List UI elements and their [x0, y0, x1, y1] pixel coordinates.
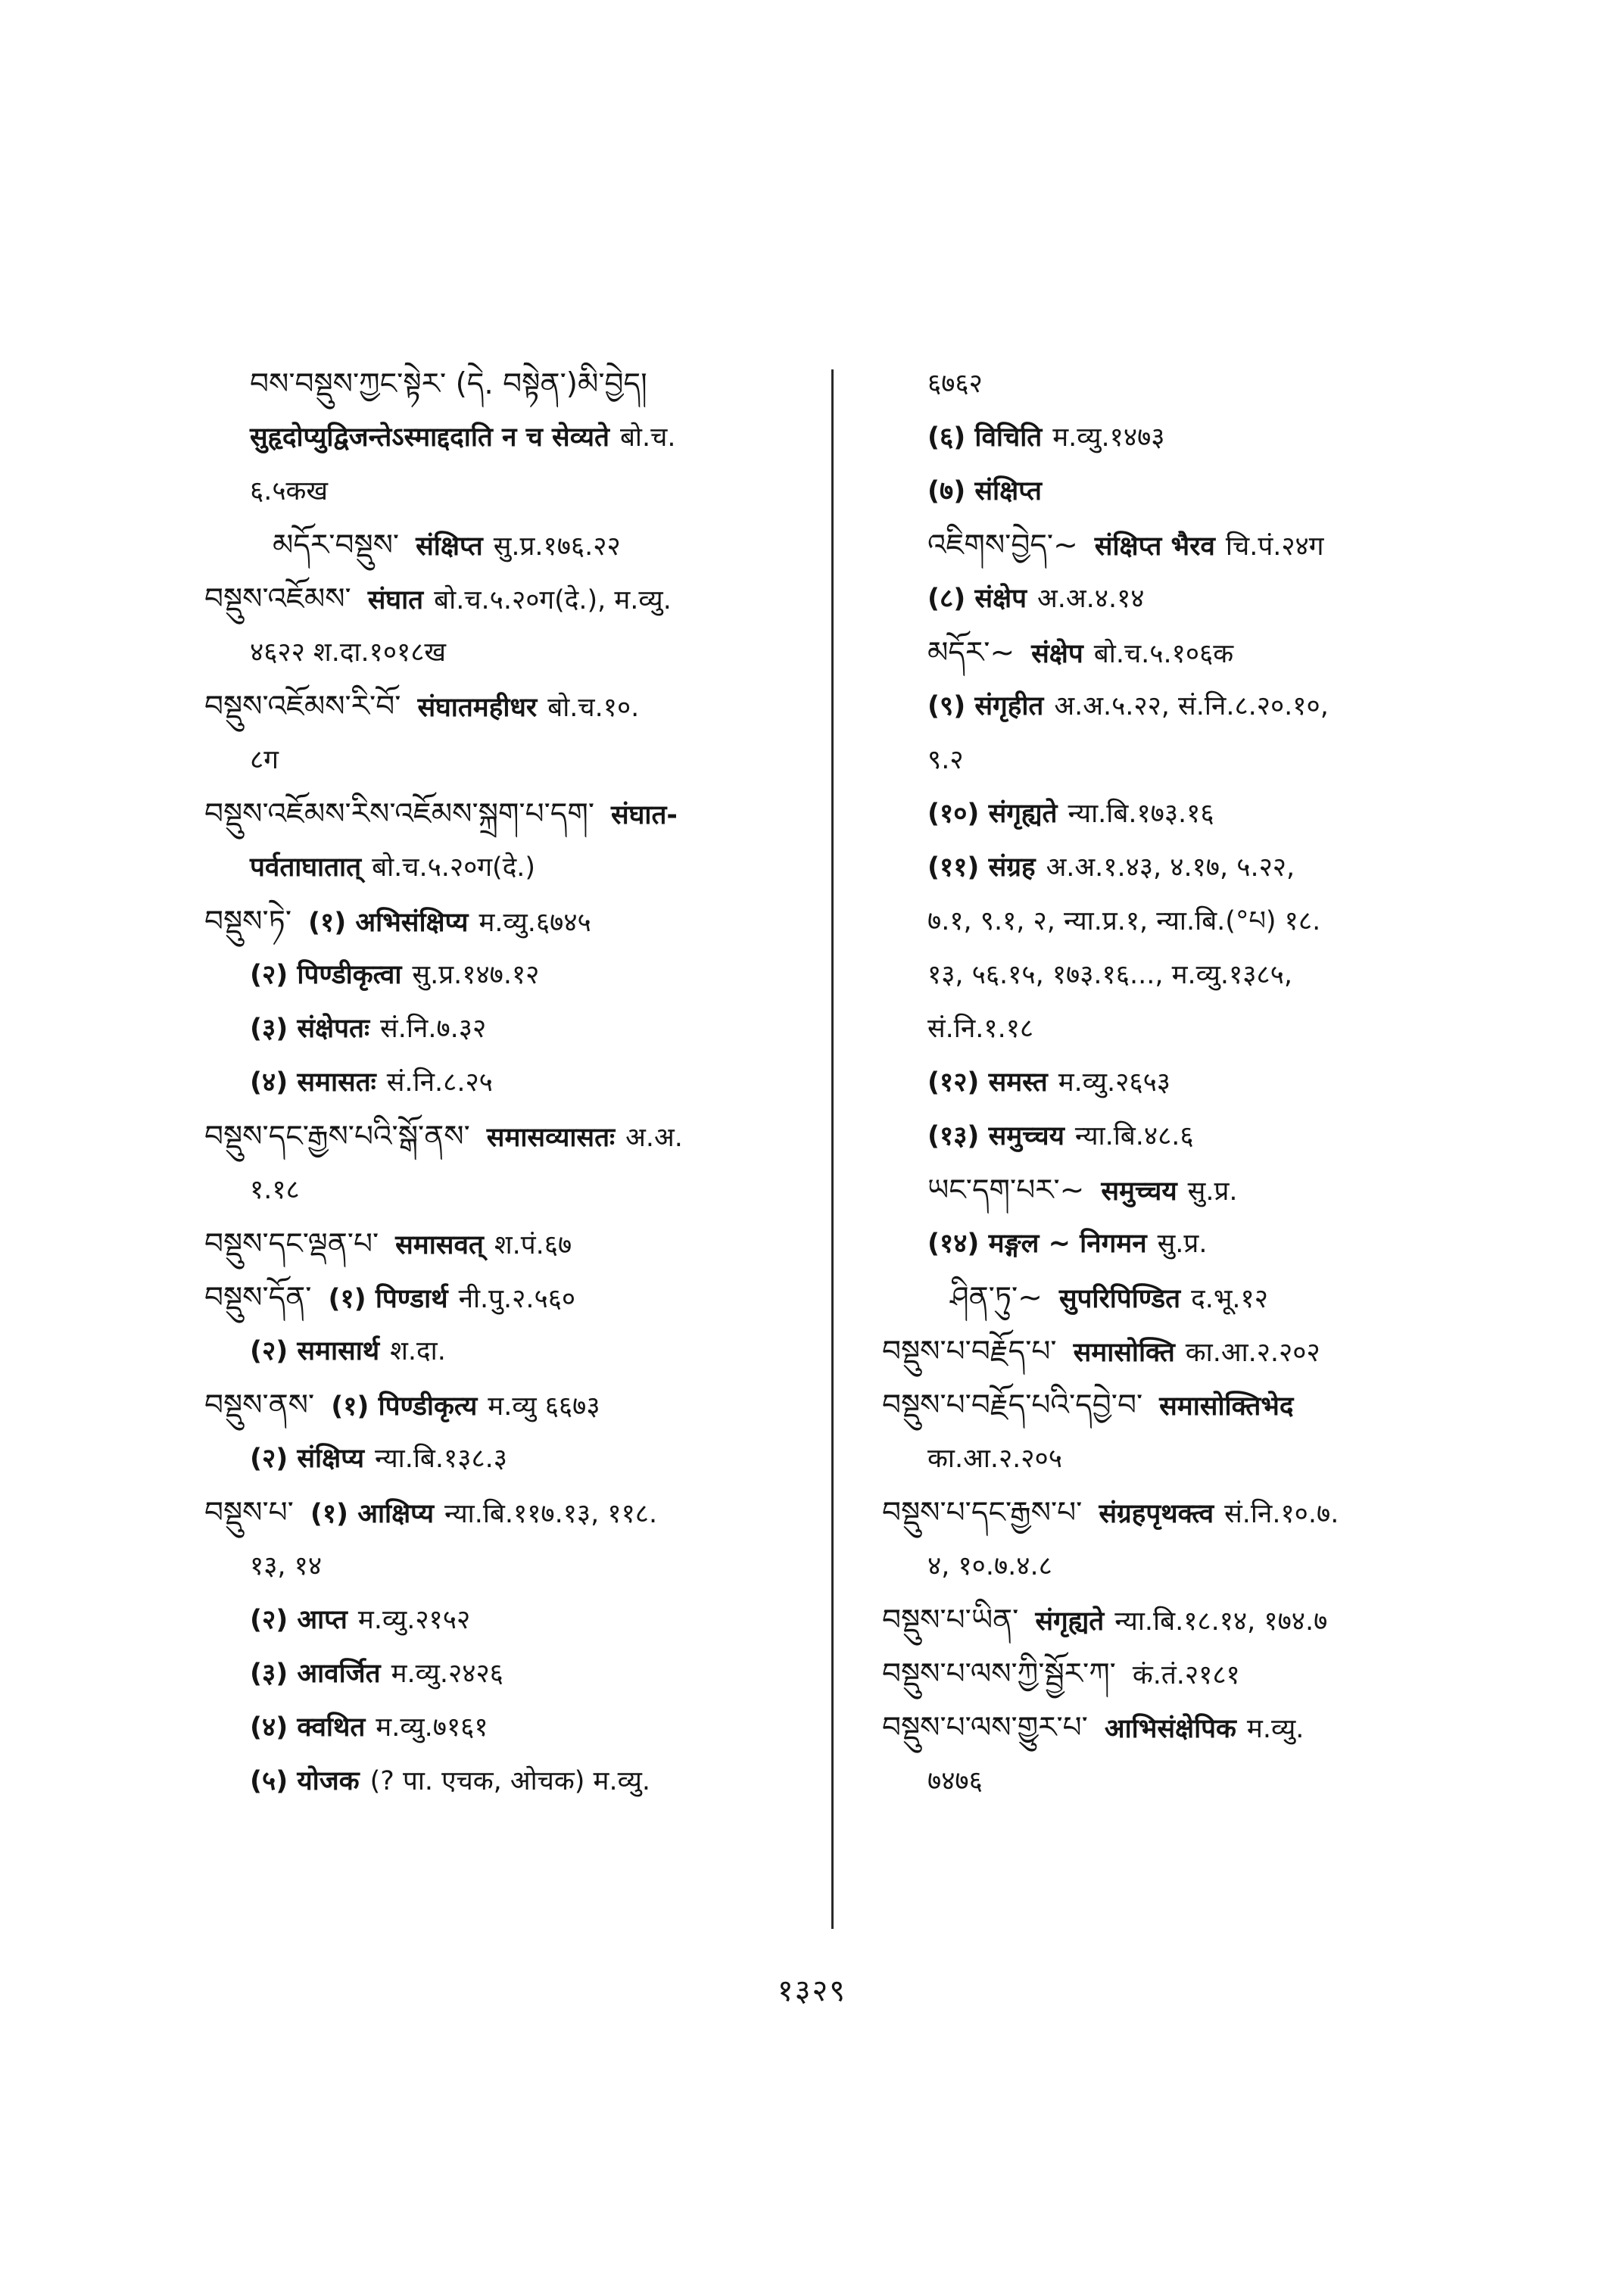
dictionary-line: [204, 1540, 833, 1594]
sanskrit-equivalent: (९) संगृहीत: [927, 691, 1044, 721]
dictionary-line: [882, 949, 1457, 1002]
dictionary-line: [882, 1486, 1457, 1540]
dictionary-line: [882, 626, 1457, 680]
dictionary-line: [204, 787, 833, 841]
dictionary-line: [882, 1110, 1457, 1164]
tibetan-headword: བསྡུས་པ་ལས་ཀྱི་སྦྱོར་ཀ་: [882, 1657, 1116, 1691]
dictionary-line: [882, 1217, 1457, 1271]
source-reference: म.व्यु ६६७३: [488, 1391, 600, 1422]
source-reference: म.व्यु.२६५३: [1058, 1067, 1170, 1098]
tibetan-headword: འཇིགས་བྱེད་~: [927, 528, 1078, 562]
sanskrit-equivalent: (१) पिण्डार्थ: [328, 1284, 448, 1314]
dictionary-line: [882, 411, 1457, 465]
sanskrit-equivalent: (२) आप्त: [250, 1605, 348, 1635]
source-reference: न्या.बि.१३८.३: [375, 1444, 507, 1474]
dictionary-line: [204, 626, 833, 680]
source-reference: सं.नि.८.२५: [386, 1067, 493, 1098]
sanskrit-equivalent: (३) आवर्जित: [250, 1659, 381, 1689]
dictionary-line: [204, 411, 833, 465]
tibetan-headword: ཤིན་ཏུ་~: [950, 1281, 1043, 1315]
dictionary-line: [882, 895, 1457, 949]
tibetan-headword: བསྡུས་ཏེ་: [204, 905, 292, 939]
source-reference: सु.प्र.: [1157, 1229, 1208, 1259]
tibetan-headword: བསྡུས་པ་ཡིན་: [882, 1603, 1019, 1637]
source-reference: बो.च.५.२०ग(दे.): [372, 852, 536, 883]
dictionary-line: [204, 1217, 833, 1271]
source-reference: सु.प्र.: [1187, 1176, 1238, 1207]
source-reference: अ.अ.५.२२, सं.नि.८.२०.१०,: [1054, 691, 1329, 721]
left-column: [204, 357, 833, 1809]
dictionary-line: [882, 572, 1457, 626]
source-reference: न्या.बि.११७.१३, ११८.: [444, 1499, 658, 1529]
dictionary-line: [204, 572, 833, 626]
dictionary-line: [204, 357, 833, 411]
dictionary-line: [882, 1755, 1457, 1809]
sanskrit-equivalent: समासोक्ति: [1073, 1338, 1175, 1368]
dictionary-line: [204, 465, 833, 519]
dictionary-line: [882, 680, 1457, 734]
source-reference: नी.पु.२.५६०: [458, 1284, 576, 1314]
sanskrit-equivalent: (३) संक्षेपतः: [250, 1014, 370, 1044]
source-reference: म.व्यु.: [1246, 1714, 1304, 1744]
source-reference: न्या.बि.१७३.१६: [1068, 799, 1214, 829]
source-reference: सं.नि.१.१८: [927, 1014, 1034, 1044]
source-reference: १.१८: [250, 1175, 300, 1205]
sanskrit-equivalent: (४) क्वथित: [250, 1712, 366, 1743]
sanskrit-equivalent: संक्षेप: [1031, 639, 1083, 669]
sanskrit-equivalent: समासव्यासतः: [486, 1123, 616, 1153]
source-reference: १३, १४: [250, 1551, 323, 1581]
dictionary-line: [204, 1647, 833, 1701]
sanskrit-equivalent: संघात-: [611, 800, 678, 830]
dictionary-line: [204, 1594, 833, 1647]
page-number: १३२९: [777, 1974, 847, 2008]
source-reference: ४६२२ श.दा.१०१८ख: [250, 637, 447, 668]
sanskrit-equivalent: (१) आक्षिप्य: [310, 1499, 435, 1529]
dictionary-line: [204, 841, 833, 895]
sanskrit-equivalent: (२) संक्षिप्य: [250, 1444, 365, 1474]
source-reference: श.दा.: [390, 1336, 446, 1366]
dictionary-line: [204, 1486, 833, 1540]
source-reference: म.व्यु.१४७३: [1052, 422, 1165, 453]
sanskrit-equivalent: (७) संक्षिप्त: [927, 476, 1042, 506]
dictionary-line: [204, 1271, 833, 1325]
sanskrit-equivalent: (८) संक्षेप: [927, 584, 1027, 614]
tibetan-headword: བསྡུས་འཇོམས་རི་བོ་: [204, 690, 401, 724]
dictionary-line: [204, 1056, 833, 1110]
sanskrit-equivalent: (४) समासतः: [250, 1067, 376, 1098]
source-reference: म.व्यु.२१५२: [357, 1605, 471, 1635]
dictionary-line: [204, 895, 833, 949]
dictionary-line: [882, 1164, 1457, 1217]
dictionary-line: [204, 734, 833, 787]
dictionary-line: [204, 680, 833, 734]
tibetan-headword: མདོར་~: [927, 636, 1015, 670]
sanskrit-equivalent: सुपरिपिण्डित: [1058, 1284, 1181, 1314]
dictionary-line: [882, 1432, 1457, 1486]
dictionary-line: [882, 465, 1457, 519]
dictionary-line: [882, 1540, 1457, 1594]
sanskrit-equivalent: संगृह्यते: [1035, 1606, 1105, 1637]
source-reference: म.व्यु.२४२६: [391, 1659, 503, 1689]
dictionary-line: [882, 1002, 1457, 1056]
sanskrit-equivalent: (५) योजक: [250, 1766, 360, 1796]
sanskrit-equivalent: संघातमहीधर: [417, 693, 538, 723]
right-column: [882, 357, 1457, 1809]
source-reference: अ.अ.१.४३, ४.१७, ५.२२,: [1046, 852, 1295, 883]
source-reference: बो.च.५.१०६क: [1093, 639, 1234, 669]
dictionary-line: [882, 1379, 1457, 1432]
sanskrit-equivalent: संग्रहपृथक्त्व: [1099, 1499, 1214, 1529]
source-reference: सु.प्र.१४७.१२: [412, 960, 540, 990]
sanskrit-equivalent: (१) पिण्डीकृत्य: [331, 1391, 478, 1422]
sanskrit-equivalent: संक्षिप्त भैरव: [1094, 531, 1215, 562]
sanskrit-equivalent: समुच्चय: [1101, 1176, 1177, 1207]
source-reference: चि.पं.२४ग: [1225, 531, 1324, 562]
tibetan-headword: བསྡུས་པ་བརྗོད་པ་: [882, 1335, 1057, 1369]
source-reference: का.आ.२.२०२: [1185, 1338, 1320, 1368]
tibetan-headword: ཡང་དག་པར་~: [927, 1173, 1085, 1207]
dictionary-line: [882, 1594, 1457, 1647]
dictionary-line: [204, 519, 833, 572]
sanskrit-equivalent: (६) विचिति: [927, 422, 1043, 453]
source-reference: ६७६२: [927, 369, 983, 399]
source-reference: ८ग: [250, 745, 279, 775]
source-reference: ६.५कख: [250, 476, 329, 506]
tibetan-headword: བསྡུས་པ་ལས་གྱུར་པ་: [882, 1711, 1088, 1745]
source-reference: ७४७६: [927, 1766, 983, 1796]
tibetan-headword: བསྡུས་འཇོམས་རིས་འཇོམས་སྐྲག་པ་དག་: [204, 797, 595, 831]
dictionary-line: [204, 1002, 833, 1056]
sanskrit-equivalent: सुहृदोप्युद्विजन्तेऽस्माद्ददाति न च सेव्यते: [250, 422, 609, 453]
sanskrit-equivalent: (१) अभिसंक्षिप्य: [308, 908, 469, 938]
sanskrit-equivalent: समासोक्तिभेद: [1159, 1391, 1294, 1422]
tibetan-headword: བསྡུས་པ་བརྗོད་པའི་དབྱེ་བ་: [882, 1388, 1143, 1422]
tibetan-headword: བས་བསྡུས་ཀྱང་སྟེར་ (དེ. བསྟེན་)མི་བྱེད།: [250, 367, 647, 401]
dictionary-line: [882, 787, 1457, 841]
dictionary-line: [204, 1701, 833, 1755]
dictionary-line: [204, 1379, 833, 1432]
source-reference: सं.नि.७.३२: [380, 1014, 487, 1044]
sanskrit-equivalent: (११) संग्रह: [927, 852, 1036, 883]
source-reference: सु.प्र.१७६.२२: [493, 531, 621, 562]
dictionary-line: [882, 1701, 1457, 1755]
source-reference: श.पं.६७: [494, 1230, 572, 1260]
sanskrit-equivalent: आभिसंक्षेपिक: [1104, 1714, 1236, 1744]
dictionary-line: [204, 949, 833, 1002]
sanskrit-equivalent: (२) पिण्डीकृत्वा: [250, 960, 402, 990]
tibetan-headword: བསྡུས་པ་དང་རྒྱས་པ་: [882, 1496, 1083, 1530]
source-reference: का.आ.२.२०५: [927, 1444, 1062, 1474]
source-reference: १३, ५६.१५, १७३.१६..., म.व्यु.१३८५,: [927, 960, 1292, 990]
source-reference: ९.२: [927, 745, 964, 775]
source-reference: न्या.बि.१८.१४, १७४.७: [1114, 1606, 1328, 1637]
source-reference: ४, १०.७.४.८: [927, 1551, 1052, 1581]
dictionary-line: [882, 357, 1457, 411]
source-reference: म.व्यु.६७४५: [478, 908, 591, 938]
dictionary-line: [882, 1056, 1457, 1110]
sanskrit-equivalent: (१०) संगृह्यते: [927, 799, 1058, 829]
dictionary-line: [882, 1271, 1457, 1325]
dictionary-line: [204, 1755, 833, 1809]
sanskrit-equivalent: समासवत्: [395, 1230, 484, 1260]
tibetan-headword: བསྡུས་འཇོམས་: [204, 582, 351, 616]
dictionary-line: [882, 1325, 1457, 1379]
tibetan-headword: མདོར་བསྡུས་: [273, 528, 400, 562]
source-reference: ७.१, ९.१, २, न्या.प्र.१, न्या.बि.(°པ) १८.: [927, 906, 1321, 936]
source-reference: कं.तं.२१८१: [1132, 1660, 1240, 1690]
source-reference: (? पा. एचक, ओचक) म.व्यु.: [369, 1766, 650, 1796]
source-reference: बो.च.१०.: [547, 693, 640, 723]
source-reference: म.व्यु.७१६१: [376, 1712, 488, 1743]
dictionary-line: [882, 841, 1457, 895]
dictionary-line: [204, 1325, 833, 1379]
source-reference: सं.नि.१०.७.: [1224, 1499, 1339, 1529]
tibetan-headword: བསྡུས་དོན་: [204, 1281, 312, 1315]
source-reference: द.भू.१२: [1191, 1284, 1268, 1314]
sanskrit-equivalent: (२) समासार्थ: [250, 1336, 380, 1366]
source-reference: अ.अ.४.१४: [1037, 584, 1145, 614]
tibetan-headword: བསྡུས་དང་ལྡན་པ་: [204, 1227, 379, 1261]
source-reference: अ.अ.: [625, 1123, 683, 1153]
tibetan-headword: བསྡུས་དང་རྒྱས་པའི་སྒོ་ནས་: [204, 1120, 470, 1154]
dictionary-line: [882, 734, 1457, 787]
tibetan-headword: བསྡུས་ནས་: [204, 1388, 315, 1422]
sanskrit-equivalent: (१४) मङ्गल ~ निगमन: [927, 1229, 1147, 1259]
column-divider: [831, 369, 834, 1929]
source-reference: न्या.बि.४८.६: [1074, 1121, 1194, 1151]
sanskrit-equivalent: (१२) समस्त: [927, 1067, 1048, 1098]
tibetan-headword: བསྡུས་པ་: [204, 1496, 294, 1530]
dictionary-line: [204, 1432, 833, 1486]
sanskrit-equivalent: संक्षिप्त: [416, 531, 483, 562]
dictionary-line: [882, 519, 1457, 572]
source-reference: बो.च.: [619, 422, 676, 453]
sanskrit-equivalent: पर्वताघातात्: [250, 852, 362, 883]
dictionary-line: [882, 1647, 1457, 1701]
dictionary-line: [204, 1164, 833, 1217]
dictionary-line: [204, 1110, 833, 1164]
sanskrit-equivalent: संघात: [367, 585, 424, 615]
sanskrit-equivalent: (१३) समुच्चय: [927, 1121, 1064, 1151]
source-reference: बो.च.५.२०ग(दे.), म.व्यु.: [434, 585, 672, 615]
